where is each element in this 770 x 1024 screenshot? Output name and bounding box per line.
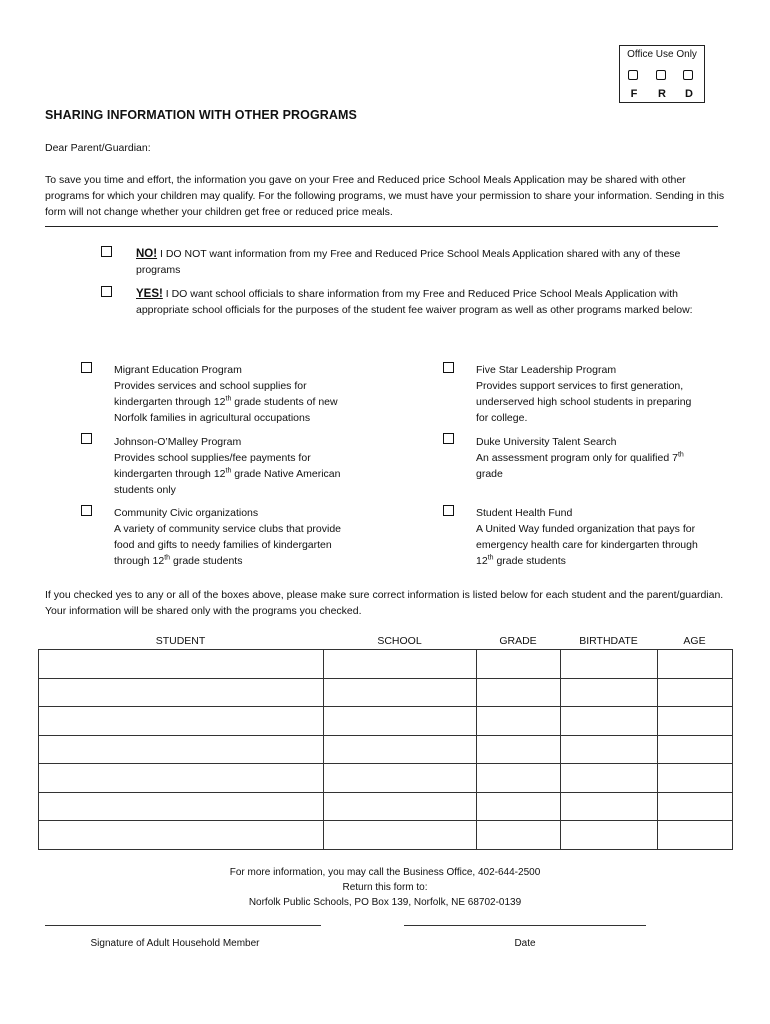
program-migrant <box>114 362 374 426</box>
yes-option <box>136 286 716 318</box>
office-checkbox-d[interactable] <box>683 70 693 80</box>
program-desc: A variety of community service clubs that provide <box>114 523 342 535</box>
duke-checkbox[interactable] <box>443 433 454 444</box>
student-cell[interactable] <box>39 735 324 764</box>
date-label: Date <box>514 938 536 949</box>
office-checkbox-f[interactable] <box>628 70 638 80</box>
program-name: Student Health Fund <box>476 507 573 519</box>
intro-paragraph: To save you time and effort, the information you gave on your Free and Reduced price School Meals Application may be shared with other programs for which your children may qualify. For the following programs, we must have your permission to share your information. Sending in this form will not change whether your children get free or reduced price meals. <box>45 174 725 218</box>
program-desc: 12th grade students <box>476 554 566 567</box>
salutation: Dear Parent/Guardian: <box>45 142 151 154</box>
birthdate-cell[interactable] <box>561 650 658 679</box>
table-row <box>39 735 733 764</box>
migrant-checkbox[interactable] <box>81 362 92 373</box>
program-desc: A United Way funded organization that pays for <box>476 523 696 535</box>
instructions-paragraph: If you checked yes to any or all of the boxes above, please make sure correct information is listed below for each student and the parent/guardian. Your information will be shared only with the programs you checked. <box>45 589 724 617</box>
yes-text: I DO want school officials to share information from my Free and Reduced Price School Meals Application with appropriate school officials for the purposes of the student fee waiver program as well as other programs marked below: <box>136 288 693 316</box>
student-cell[interactable] <box>39 678 324 707</box>
school-cell[interactable] <box>324 735 477 764</box>
program-name: Duke University Talent Search <box>476 436 617 448</box>
birthdate-cell[interactable] <box>561 792 658 821</box>
table-row <box>39 792 733 821</box>
program-student-health <box>476 505 736 569</box>
divider <box>45 226 718 227</box>
table-row <box>39 821 733 850</box>
school-cell[interactable] <box>324 764 477 793</box>
program-name: Johnson-O’Malley Program <box>114 436 242 448</box>
program-duke-tip <box>476 434 736 482</box>
student-cell[interactable] <box>39 792 324 821</box>
grade-cell[interactable] <box>477 792 561 821</box>
program-desc: Provides services and school supplies for <box>114 380 307 392</box>
grade-cell[interactable] <box>477 764 561 793</box>
program-name: Five Star Leadership Program <box>476 364 617 376</box>
office-letter-r: R <box>658 88 666 100</box>
birthdate-cell[interactable] <box>561 764 658 793</box>
office-use-label: Office Use Only <box>627 49 697 60</box>
office-letter-d: D <box>685 88 693 100</box>
header-age: AGE <box>683 635 706 647</box>
program-desc: kindergarten through 12th grade students of new <box>114 395 338 408</box>
students-table <box>38 649 733 850</box>
program-desc: students only <box>114 484 176 496</box>
program-community-civic <box>114 505 374 569</box>
yes-checkbox[interactable] <box>101 286 112 297</box>
no-label: NO! <box>136 248 158 260</box>
no-option <box>136 246 716 278</box>
program-desc: kindergarten through 12th grade Native American <box>114 467 341 480</box>
program-desc: through 12th grade students <box>114 554 243 567</box>
school-cell[interactable] <box>324 678 477 707</box>
footer-return: Return this form to: <box>342 882 428 893</box>
office-checkbox-r[interactable] <box>656 70 666 80</box>
school-cell[interactable] <box>324 792 477 821</box>
grade-cell[interactable] <box>477 735 561 764</box>
yes-label: YES! <box>136 288 163 300</box>
office-letter-f: F <box>630 88 638 100</box>
table-row <box>39 650 733 679</box>
health-checkbox[interactable] <box>443 505 454 516</box>
program-desc: grade <box>476 468 503 480</box>
signature-line[interactable] <box>45 925 321 926</box>
age-cell[interactable] <box>658 792 733 821</box>
fivestar-checkbox[interactable] <box>443 362 454 373</box>
program-desc: underserved high school students in preparing <box>476 396 692 408</box>
no-text: I DO NOT want information from my Free and Reduced Price School Meals Application shared with any of these programs <box>136 248 681 276</box>
birthdate-cell[interactable] <box>561 821 658 850</box>
grade-cell[interactable] <box>477 707 561 736</box>
page-title: SHARING INFORMATION WITH OTHER PROGRAMS <box>45 108 357 122</box>
header-grade: GRADE <box>499 635 537 647</box>
program-desc: for college. <box>476 412 528 424</box>
header-school: SCHOOL <box>377 635 422 647</box>
birthdate-cell[interactable] <box>561 735 658 764</box>
footer-address: Norfolk Public Schools, PO Box 139, Norfolk, NE 68702-0139 <box>248 897 522 908</box>
program-name: Community Civic organizations <box>114 507 259 519</box>
civic-checkbox[interactable] <box>81 505 92 516</box>
office-use-box <box>619 45 705 103</box>
program-desc: Provides support services to first generation, <box>476 380 684 392</box>
footer-contact: For more information, you may call the Business Office, 402-644-2500 <box>229 867 541 878</box>
program-name: Migrant Education Program <box>114 364 242 376</box>
age-cell[interactable] <box>658 650 733 679</box>
program-desc: Provides school supplies/fee payments for <box>114 452 311 464</box>
grade-cell[interactable] <box>477 678 561 707</box>
table-row <box>39 707 733 736</box>
birthdate-cell[interactable] <box>561 707 658 736</box>
table-row <box>39 678 733 707</box>
program-five-star <box>476 362 736 426</box>
date-line[interactable] <box>404 925 646 926</box>
student-cell[interactable] <box>39 707 324 736</box>
school-cell[interactable] <box>324 650 477 679</box>
grade-cell[interactable] <box>477 650 561 679</box>
age-cell[interactable] <box>658 707 733 736</box>
grade-cell[interactable] <box>477 821 561 850</box>
program-desc: Norfolk families in agricultural occupations <box>114 412 311 424</box>
age-cell[interactable] <box>658 678 733 707</box>
table-row <box>39 764 733 793</box>
school-cell[interactable] <box>324 707 477 736</box>
program-desc: food and gifts to needy families of kindergarten <box>114 539 332 551</box>
header-student: STUDENT <box>155 635 206 647</box>
age-cell[interactable] <box>658 764 733 793</box>
birthdate-cell[interactable] <box>561 678 658 707</box>
school-cell[interactable] <box>324 821 477 850</box>
age-cell[interactable] <box>658 735 733 764</box>
student-cell[interactable] <box>39 650 324 679</box>
student-cell[interactable] <box>39 764 324 793</box>
johnson-checkbox[interactable] <box>81 433 92 444</box>
program-desc: emergency health care for kindergarten through <box>476 539 698 551</box>
age-cell[interactable] <box>658 821 733 850</box>
program-desc: An assessment program only for qualified 7th <box>476 451 684 464</box>
no-checkbox[interactable] <box>101 246 112 257</box>
program-johnson-omalley <box>114 434 374 498</box>
signature-label: Signature of Adult Household Member <box>90 938 260 949</box>
header-birthdate: BIRTHDATE <box>579 635 638 647</box>
student-cell[interactable] <box>39 821 324 850</box>
